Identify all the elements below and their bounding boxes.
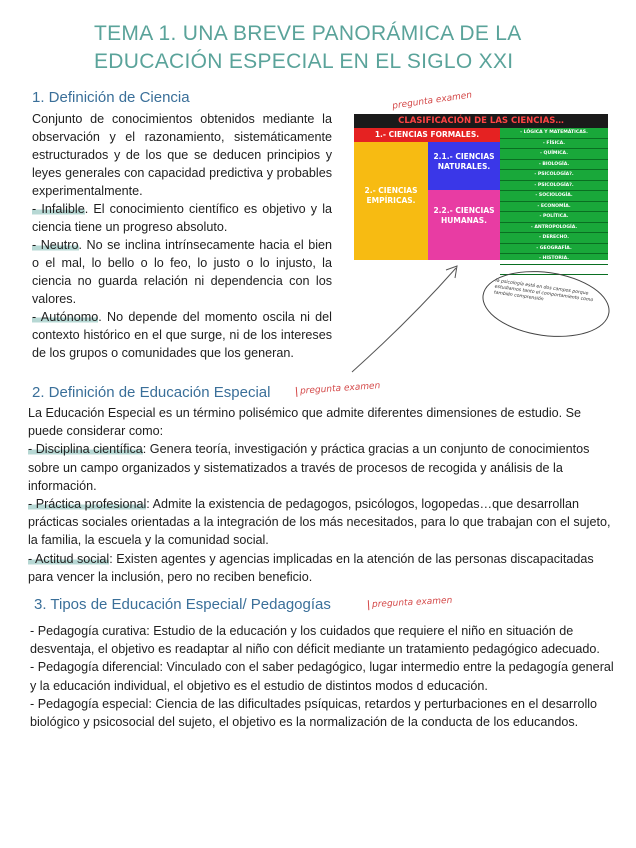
science-item: - PSICOLOGÍA?.	[500, 170, 608, 181]
science-item: - ANTROPOLOGÍA.	[500, 223, 608, 234]
pedagogia-curativa: - Pedagogía curativa: Estudio de la educación y los cuidados que requiere el niño en situación de desventaja, el objetivo es readaptar al niño con déficit mediante un tratamiento pedagógico adecuado.	[30, 624, 600, 657]
exam-note-1: pregunta examen	[391, 90, 473, 112]
science-item: - ECONOMÍA.	[500, 202, 608, 213]
page-title: TEMA 1. UNA BREVE PANORÁMICA DE LA EDUCACIÓN ESPECIAL EN EL SIGLO XXI	[94, 22, 521, 73]
term-neutro: - Neutro	[32, 238, 79, 252]
term-infalible: - Infalible	[32, 202, 85, 216]
text-disciplina: : Genera teoría, investigación y práctica gracias a un conjunto de conocimientos sobre un campo organizados y sistematizados a través de procesos de recogida y análisis de la información.	[28, 442, 590, 493]
exam-note-3: pregunta examen	[368, 596, 453, 610]
text-actitud: : Existen agentes y agencias implicadas en la atención de las personas discapacitadas para vencer la inclusión, pero no reciben beneficio.	[28, 551, 594, 584]
science-item: - SOCIOLOGÍA.	[500, 191, 608, 202]
term-practica: - Práctica profesional	[28, 497, 147, 512]
section2-body	[28, 404, 618, 586]
item-practica	[28, 495, 618, 550]
science-item: - FÍSICA.	[500, 139, 608, 150]
science-item: - POLÍTICA.	[500, 212, 608, 223]
science-item: - LÓGICA Y MATEMÁTICAS.	[500, 128, 608, 139]
text-infalible: . El conocimiento científico es objetivo y la ciencia tiene un progreso absoluto.	[32, 202, 332, 234]
classification-header: CLASIFICACIÓN DE LAS CIENCIAS…	[354, 114, 608, 128]
exam-note-2: pregunta examen	[296, 381, 381, 397]
science-item: - CIENCIAS DE LA EDUCACIÓN, ETC…	[500, 265, 608, 276]
text-practica: : Admite la existencia de pedagogos, psicólogos, logopedas…que desarrollan prácticas sociales orientadas a la integración de los más necesitados, para lo que trabajan con el sujeto, la familia, la escuela y la comunidad social.	[28, 497, 611, 548]
natural-sciences-cell: 2.1.- CIENCIAS NATURALES.	[428, 142, 500, 190]
item-disciplina	[28, 440, 618, 495]
section3-body	[30, 622, 620, 731]
empirical-sciences-cell: 2.- CIENCIAS EMPÍRICAS.	[354, 142, 428, 260]
human-sciences-cell: 2.2.- CIENCIAS HUMANAS.	[428, 190, 500, 260]
special-ed-intro: La Educación Especial es un término polisémico que admite diferentes dimensiones de estudio. Se puede considerar como:	[28, 406, 582, 439]
term-disciplina: - Disciplina científica	[28, 442, 143, 457]
science-item: - BIOLOGÍA.	[500, 160, 608, 171]
section3-heading: 3. Tipos de Educación Especial/ Pedagogías	[34, 596, 331, 613]
science-item: - HISTORIA.	[500, 254, 608, 265]
pedagogia-especial: - Pedagogía especial: Ciencia de las dificultades psíquicas, retardos y perturbaciones en el desarrollo biológico y psicosocial del sujeto, el objetivo es la normalización de la conducta de los educandos.	[30, 696, 598, 730]
science-definition: Conjunto de conocimientos obtenidos mediante la observación y el razonamiento, sistemáticamente estructurados y de los que se deducen principios y leyes generales con capacidad predictiva y probables experimentalmente.	[32, 112, 332, 198]
section2-heading: 2. Definición de Educación Especial	[32, 384, 271, 401]
term-actitud: - Actitud social	[28, 551, 110, 566]
pedagogia-diferencial: - Pedagogía diferencial: Vinculado con el saber pedagógico, lugar intermedio entre la pedagogía general y la educación individual, el objetivo es el estudio de distintos modos d educación.	[30, 660, 614, 693]
science-item: - DERECHO.	[500, 233, 608, 244]
text-autonomo: . No depende del momento oscila ni del contexto histórico en el que surge, ni de los intereses de los grupos o comunidades que los generan.	[32, 310, 332, 360]
science-item: - GEOGRAFÍA.	[500, 244, 608, 255]
science-item: - QUÍMICA.	[500, 149, 608, 160]
item-actitud	[28, 550, 618, 586]
term-autonomo: - Autónomo	[32, 310, 99, 324]
science-item: - PSICOLOGÍA?.	[500, 181, 608, 192]
section1-heading: 1. Definición de Ciencia	[32, 89, 190, 106]
bubble-note-text: la psicología está en dos campos porque estudiamos tanto el comportamiento como también comprensión	[493, 278, 594, 304]
text-neutro: . No se inclina intrínsecamente hacia el bien o el mal, lo bello o lo feo, lo justo o lo injusto, la ciencia no guarda relación ni dependencia con los valores.	[32, 238, 332, 306]
formal-sciences-cell: 1.- CIENCIAS FORMALES.	[354, 128, 500, 142]
